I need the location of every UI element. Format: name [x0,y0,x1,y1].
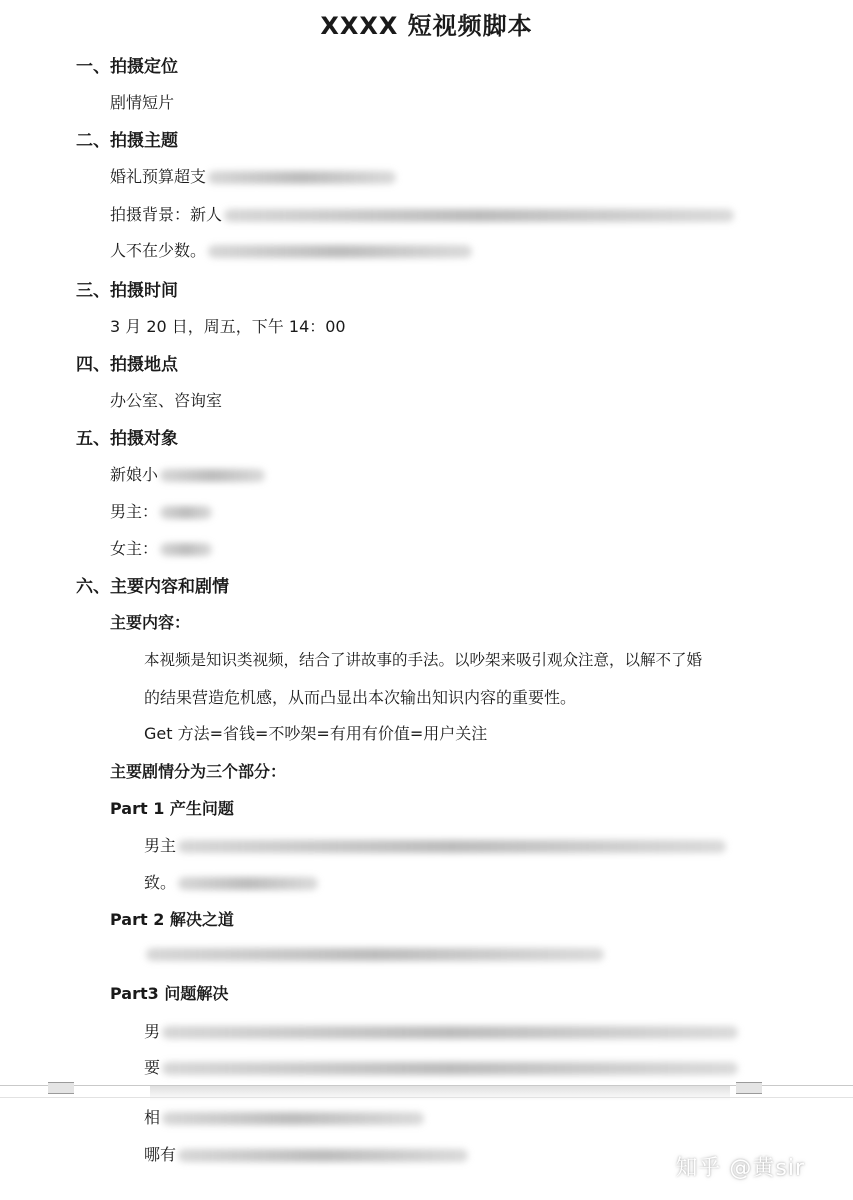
redacted-text [162,1112,424,1125]
section-heading-positioning: 一、拍摄定位 [76,57,178,77]
part-3-line-2 [144,1055,738,1078]
cast-male-label: 男主： [110,502,159,521]
part-1-line-2 [144,870,318,893]
part-1-line-1 [144,833,726,856]
time-value: 3 月 20 日，周五，下午 14：00 [110,317,346,336]
redacted-text [160,469,265,482]
part-3-line-1 [144,1019,738,1042]
part-1-text: 男主 [144,836,177,855]
redacted-text [160,543,212,556]
redacted-text [208,245,472,258]
cast-bride-label: 新娘小 [110,465,159,484]
part-3-text-4: 哪有 [144,1145,177,1164]
redacted-text [178,877,318,890]
part-3-title: Part3 问题解决 [110,984,229,1003]
page-break-line-top [0,1085,853,1086]
redacted-text [160,506,212,519]
redacted-text [146,948,604,961]
theme-line [110,164,396,187]
part-2-title: Part 2 解决之道 [110,910,234,929]
background-line-2 [110,238,472,261]
part-3-text-3: 相 [144,1108,161,1127]
part-3-text-2: 要 [144,1058,161,1077]
section-heading-time: 三、拍摄时间 [76,281,178,301]
redacted-text [208,171,396,184]
section-heading-content: 六、主要内容和剧情 [76,577,229,597]
redacted-text [162,1026,738,1039]
cast-female [110,536,212,559]
part-1-title: Part 1 产生问题 [110,799,234,818]
part-1-text-2: 致。 [144,873,177,892]
main-content-line-2: 的结果营造危机感，从而凸显出本次输出知识内容的重要性。 [144,688,577,707]
part-3-line-3 [144,1105,424,1128]
main-content-label: 主要内容： [110,613,191,632]
part-3-text-1: 男 [144,1022,161,1041]
margin-marker-left [48,1082,74,1094]
watermark: 知乎 @黄sir [675,1156,805,1181]
page-break-shade [150,1085,730,1101]
section-heading-theme: 二、拍摄主题 [76,131,178,151]
page-title: XXXX 短视频脚本 [320,12,533,40]
positioning-value: 剧情短片 [110,93,175,112]
redacted-text [178,1149,468,1162]
main-content-line-1: 本视频是知识类视频，结合了讲故事的手法。以吵架来吸引观众注意，以解不了婚 [144,651,703,669]
section-heading-location: 四、拍摄地点 [76,355,178,375]
cast-female-label: 女主： [110,539,159,558]
background-line-1 [110,202,734,225]
cast-bride [110,462,265,485]
location-value: 办公室、咨询室 [110,391,223,410]
redacted-text [162,1062,738,1075]
main-content-line-3: Get 方法=省钱=不吵架=有用有价值=用户关注 [144,724,488,743]
plot-label: 主要剧情分为三个部分： [110,762,287,781]
redacted-text [178,840,726,853]
theme-text: 婚礼预算超支 [110,167,207,186]
background-tail: 人不在少数。 [110,241,207,260]
redacted-text [224,209,734,222]
margin-marker-right [736,1082,762,1094]
section-heading-cast: 五、拍摄对象 [76,429,178,449]
cast-male [110,499,212,522]
page-break-line-bottom [0,1097,853,1098]
background-label: 拍摄背景：新人 [110,205,223,224]
part-2-line-1 [144,944,604,963]
part-3-line-4 [144,1142,468,1165]
